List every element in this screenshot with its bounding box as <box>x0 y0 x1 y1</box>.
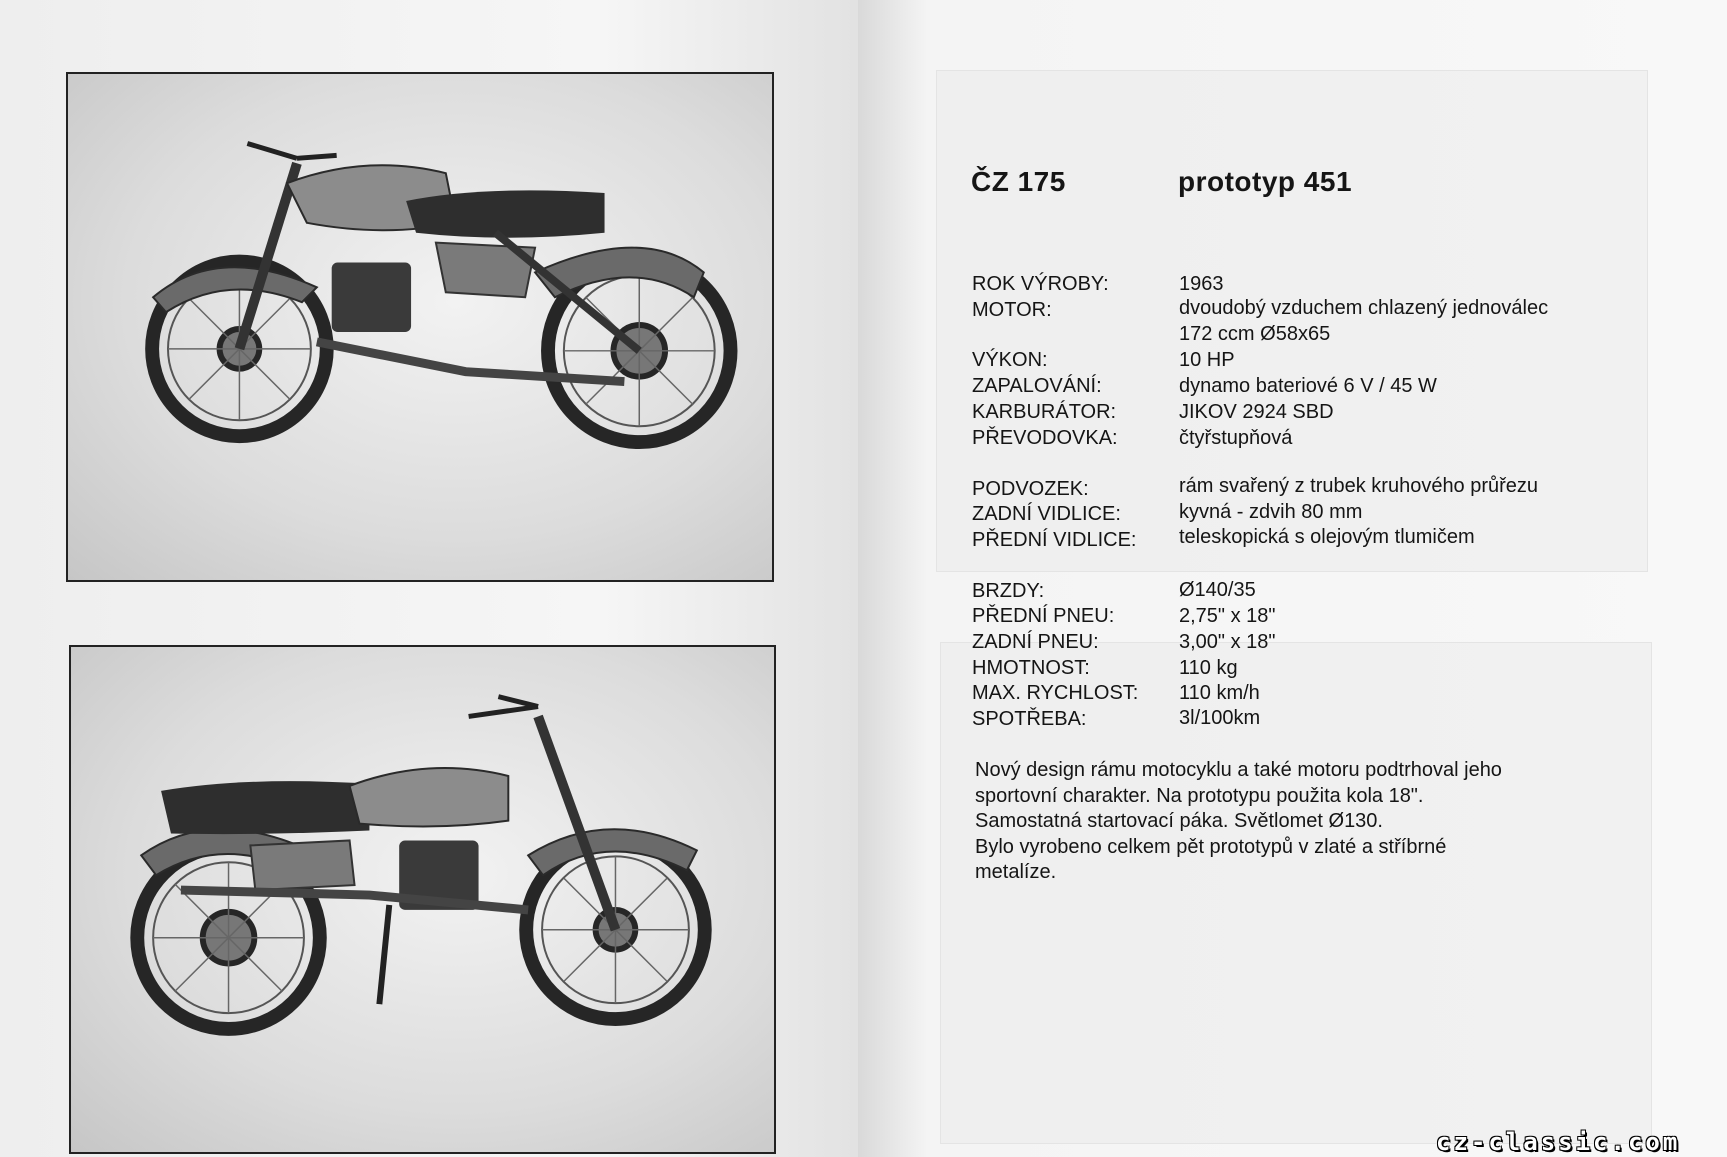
site-watermark: cz-classic.com <box>1436 1128 1681 1156</box>
spec-value: JIKOV 2924 SBD <box>1179 401 1334 423</box>
description-line: Samostatná startovací páka. Světlomet Ø130. <box>975 810 1383 832</box>
spec-label: PODVOZEK: <box>972 478 1089 500</box>
spec-value: 110 kg <box>1179 657 1238 679</box>
spec-label: KARBURÁTOR: <box>972 401 1117 423</box>
spec-label: PŘEDNÍ PNEU: <box>972 605 1115 627</box>
spec-label: SPOTŘEBA: <box>972 708 1087 730</box>
spec-value: 172 ccm Ø58x65 <box>1179 323 1331 345</box>
spec-value: dynamo bateriové 6 V / 45 W <box>1179 375 1437 397</box>
spec-label: PŘEVODOVKA: <box>972 427 1118 449</box>
spec-value: 2,75" x 18" <box>1179 605 1276 627</box>
spec-value: 3,00" x 18" <box>1179 631 1276 653</box>
spec-value: teleskopická s olejovým tlumičem <box>1179 526 1475 548</box>
spec-label: MAX. RYCHLOST: <box>972 682 1139 704</box>
description-line: metalíze. <box>975 861 1057 883</box>
spec-value: 10 HP <box>1179 349 1235 371</box>
description-line: sportovní charakter. Na prototypu použita kola 18". <box>975 784 1424 807</box>
spec-value: 1963 <box>1179 273 1224 295</box>
motorcycle-illustration <box>68 74 772 580</box>
spec-value: čtyřstupňová <box>1179 427 1293 449</box>
spec-label: VÝKON: <box>972 349 1048 371</box>
motorcycle-photo-right-facing <box>69 645 776 1154</box>
spec-value: kyvná - zdvih 80 mm <box>1179 501 1363 523</box>
spec-value: 110 km/h <box>1179 682 1260 704</box>
spec-label: ROK VÝROBY: <box>972 273 1109 295</box>
spec-label: BRZDY: <box>972 580 1045 602</box>
variant-heading: prototyp 451 <box>1178 166 1353 197</box>
description-paragraph <box>975 758 1575 886</box>
spec-value: dvoudobý vzduchem chlazený jednoválec <box>1179 297 1549 319</box>
spec-label: MOTOR: <box>972 299 1052 321</box>
spec-label: ZADNÍ VIDLICE: <box>972 503 1121 525</box>
spec-label: HMOTNOST: <box>972 657 1090 679</box>
spec-label: ZAPALOVÁNÍ: <box>972 375 1102 397</box>
spec-value: rám svařený z trubek kruhového průřezu <box>1179 475 1539 497</box>
motorcycle-illustration <box>71 647 774 1152</box>
motorcycle-photo-left-facing <box>66 72 774 582</box>
spec-label: PŘEDNÍ VIDLICE: <box>972 529 1137 551</box>
description-line: Bylo vyrobeno celkem pět prototypů v zlaté a stříbrné <box>975 835 1447 858</box>
spec-value: Ø140/35 <box>1179 579 1256 601</box>
description-line: Nový design rámu motocyklu a také motoru podtrhoval jeho <box>975 759 1502 781</box>
spec-label: ZADNÍ PNEU: <box>972 631 1099 653</box>
model-heading: ČZ 175 <box>971 166 1066 197</box>
spec-value: 3l/100km <box>1179 707 1261 729</box>
